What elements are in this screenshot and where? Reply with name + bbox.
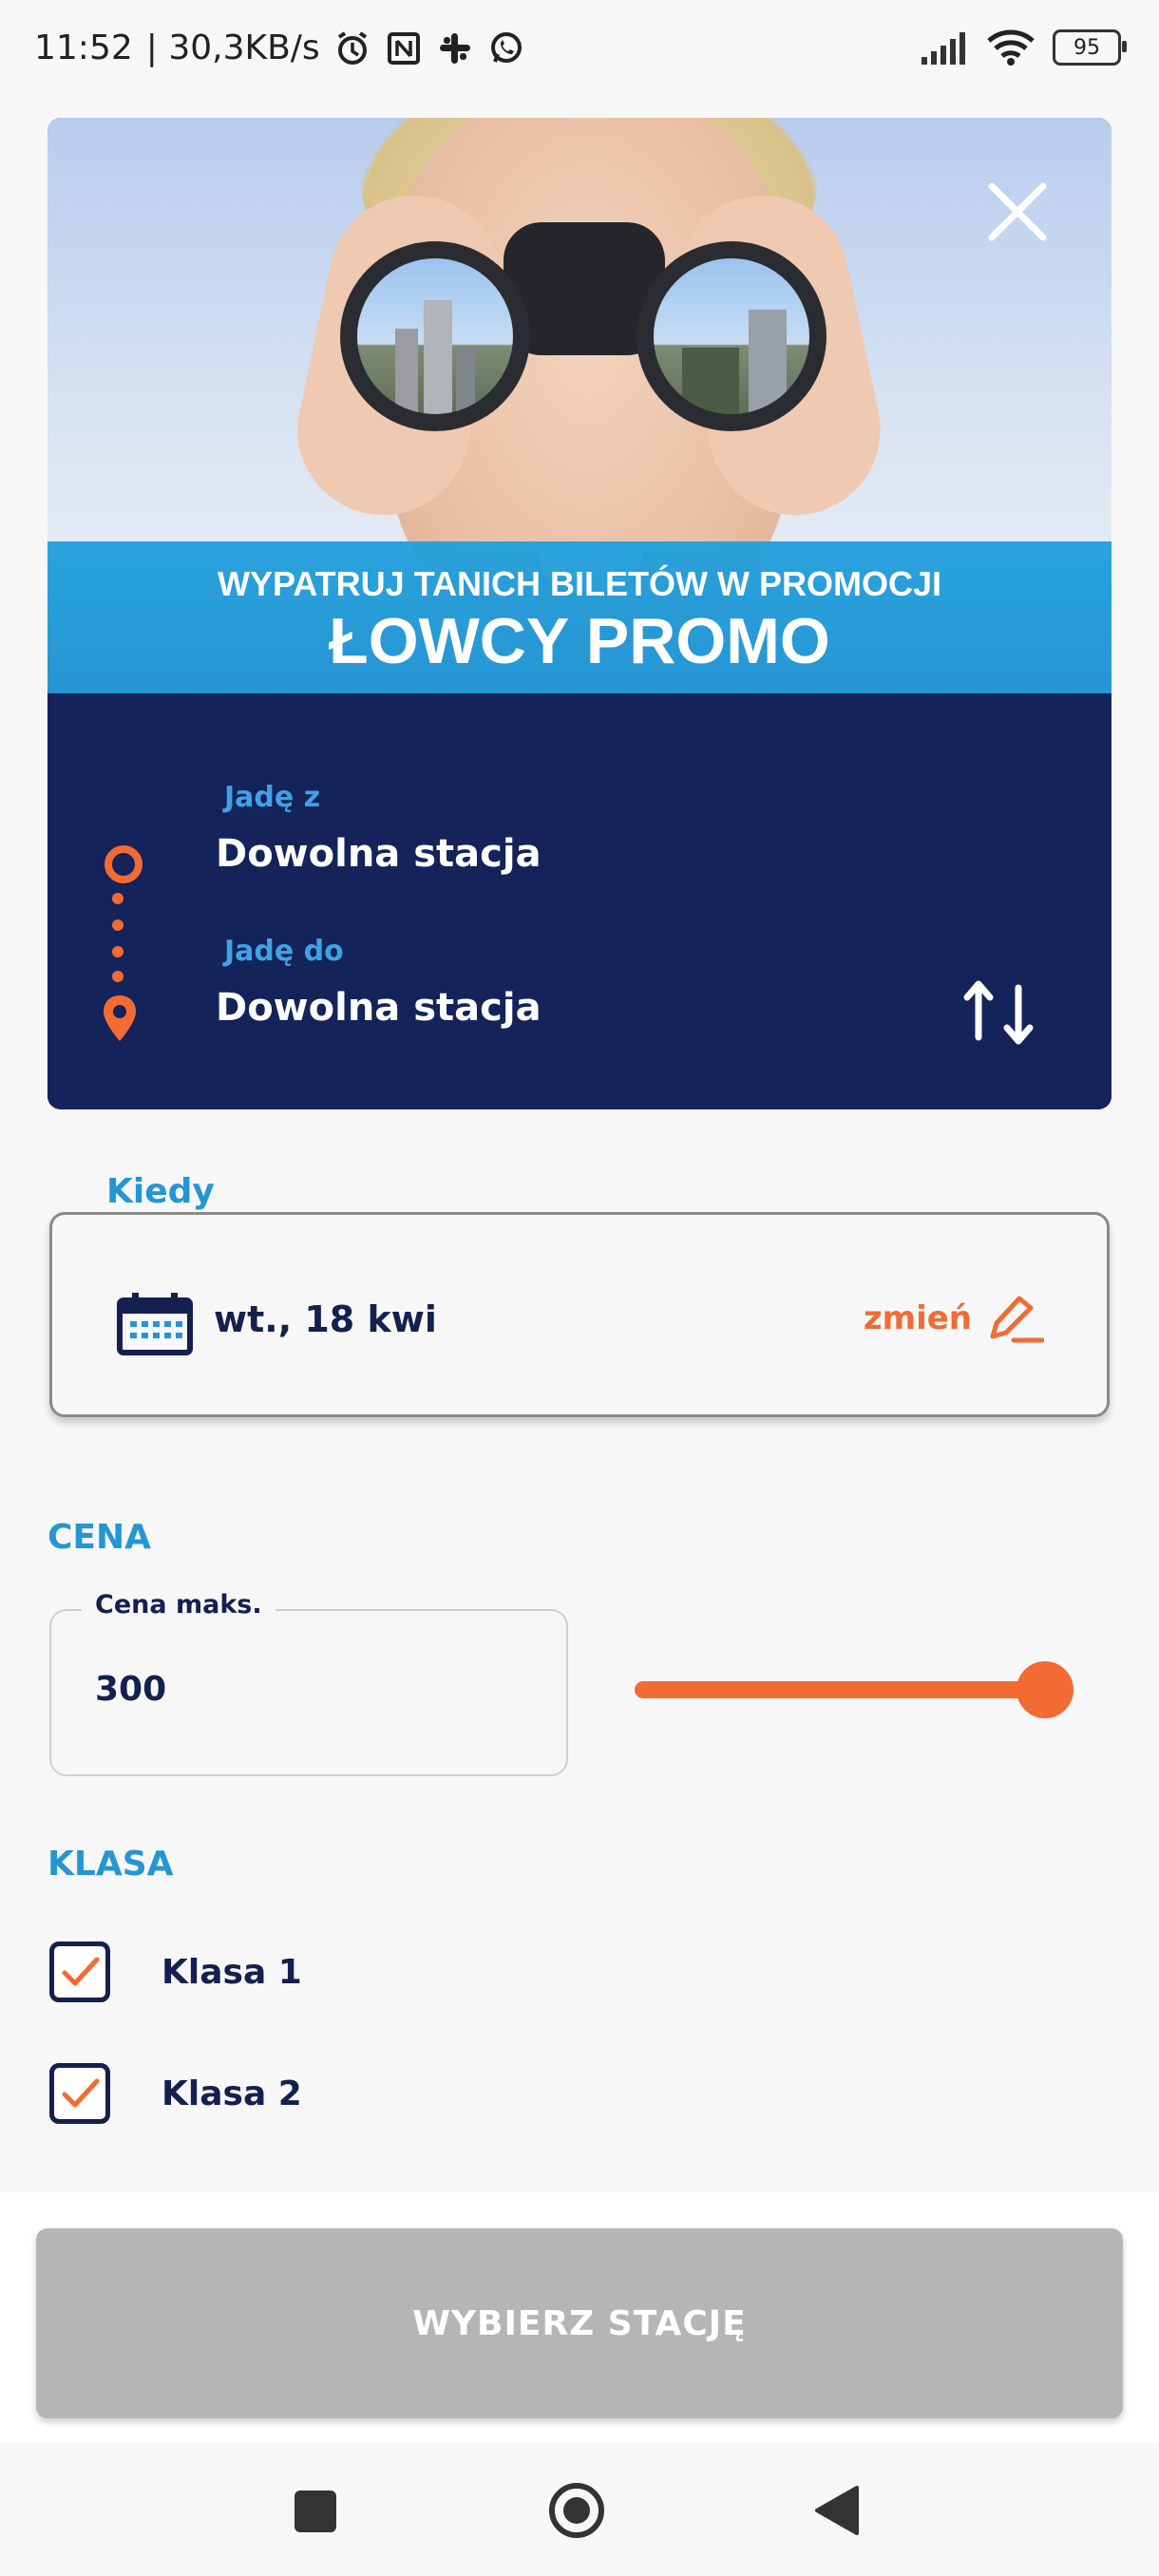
from-station[interactable]: Dowolna stacja (216, 832, 542, 876)
alarm-icon (333, 29, 371, 67)
status-time: 11:52 (34, 28, 133, 67)
status-network-speed: | 30,3KB/s (145, 28, 320, 67)
edit-pencil-icon (985, 1291, 1044, 1346)
date-field[interactable] (49, 1212, 1110, 1417)
from-label: Jadę z (224, 781, 321, 814)
class-1-checkbox[interactable] (49, 1941, 110, 2002)
close-icon[interactable] (984, 179, 1051, 245)
promo-banner[interactable] (48, 118, 1112, 693)
slack-icon (436, 29, 474, 67)
route-dot (112, 893, 124, 904)
price-slider[interactable] (635, 1677, 1074, 1702)
class-option-1[interactable] (49, 1941, 302, 2002)
class-1-label: Klasa 1 (162, 1952, 302, 1992)
max-price-value: 300 (95, 1670, 167, 1709)
max-price-label: Cena maks. (82, 1590, 276, 1619)
class-2-label: Klasa 2 (162, 2074, 302, 2113)
route-dot (112, 946, 124, 957)
checkmark-icon (62, 1956, 100, 1990)
battery-icon (1053, 29, 1121, 66)
battery-level: 95 (1074, 35, 1100, 60)
signal-icon (920, 30, 969, 65)
whatsapp-icon (487, 29, 525, 67)
checkmark-icon (62, 2077, 100, 2112)
class-2-checkbox[interactable] (49, 2063, 110, 2124)
promo-strip (48, 541, 1112, 693)
route-panel (48, 693, 1112, 1109)
home-icon[interactable] (547, 2481, 606, 2540)
destination-pin-icon (101, 994, 139, 1043)
back-icon[interactable] (813, 2485, 861, 2536)
binoculars-lens-left (340, 241, 530, 431)
status-right (920, 28, 1121, 66)
origin-icon (104, 845, 142, 883)
calendar-icon (117, 1293, 193, 1355)
status-left (34, 28, 525, 67)
system-nav-bar (0, 2443, 1159, 2576)
search-card (48, 118, 1112, 1109)
date-legend: Kiedy (84, 1172, 238, 1211)
recents-icon[interactable] (294, 2491, 336, 2532)
route-dot (112, 919, 124, 931)
promo-tagline: WYPATRUJ TANICH BILETÓW W PROMOCJI (218, 564, 941, 603)
change-date-label: zmień (863, 1299, 972, 1337)
promo-title: ŁOWCY PROMO (329, 605, 830, 677)
swap-icon[interactable] (960, 978, 1045, 1045)
class-option-2[interactable] (49, 2063, 302, 2124)
wifi-icon (986, 28, 1036, 66)
class-section-title: KLASA (48, 1845, 174, 1884)
to-label: Jadę do (224, 935, 344, 968)
to-station[interactable]: Dowolna stacja (216, 986, 542, 1030)
status-bar (0, 0, 1159, 104)
change-date-button[interactable] (864, 1291, 1044, 1346)
slider-track (635, 1681, 1074, 1698)
slider-thumb[interactable] (1016, 1661, 1074, 1718)
binoculars-lens-right (636, 241, 826, 431)
selected-date: wt., 18 kwi (214, 1298, 437, 1340)
route-dot (112, 971, 124, 982)
nfc-icon (385, 29, 423, 67)
choose-station-button[interactable]: WYBIERZ STACJĘ (36, 2228, 1123, 2418)
price-section-title: CENA (48, 1518, 152, 1557)
